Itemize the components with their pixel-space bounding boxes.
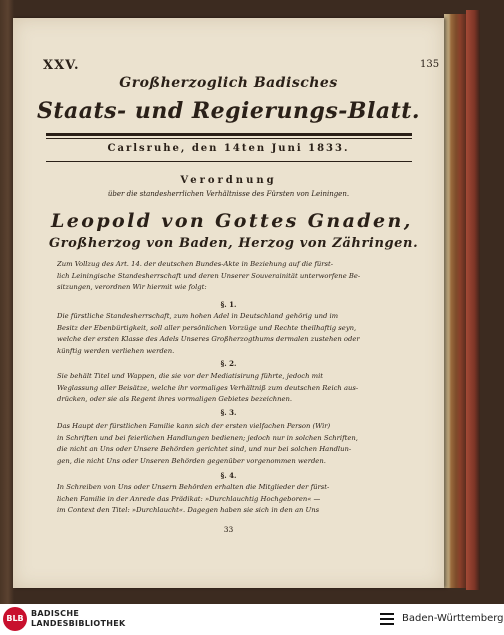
blb-logo-icon: BLB xyxy=(3,607,27,631)
text-line: Sie behält Titel und Wappen, die sie vor der Mediatisirung führte, jedoch mit xyxy=(57,372,323,380)
text-line: Das Haupt der fürstlichen Familie kann sich der ersten vielfachen Person (Wir) xyxy=(57,422,331,430)
publication-title-line1: Großherzoglich Badisches xyxy=(119,75,338,91)
text-line: Die fürstliche Standesherrschaft, zum hohen Adel in Deutschland gehörig und im xyxy=(57,312,339,320)
text-line: sitzungen, verordnen Wir hiermit wie folgt: xyxy=(57,283,207,292)
bw-name: Baden-Württemberg xyxy=(402,613,504,624)
text-line: künftig werden verliehen werden. xyxy=(57,346,175,355)
dateline-rule xyxy=(46,161,412,162)
section-label: §. 4. xyxy=(220,471,237,480)
document-page xyxy=(13,18,444,588)
title-rule-thick xyxy=(46,133,412,136)
ordinance-heading: Verordnung xyxy=(180,175,277,186)
issue-number: XXV. xyxy=(43,58,80,73)
section-paragraph xyxy=(57,371,401,406)
ordinance-subtitle: über die standesherrlichen Verhältnisse des Fürsten von Leiningen. xyxy=(107,190,350,198)
text-line: welche der ersten Klasse des Adels Unseres Großherzogthums dermalen zustehen oder xyxy=(57,335,360,344)
text-line: lich Leiningische Standesherrschaft und deren Unserer Souverainität unterworfene Be- xyxy=(57,271,361,280)
blb-name-line2: LANDESBIBLIOTHEK xyxy=(31,619,126,628)
signature-mark: 33 xyxy=(223,525,234,534)
blb-name xyxy=(31,609,126,629)
blb-name-line1: BADISCHE xyxy=(31,609,80,618)
text-line: im Context den Titel: »Durchlaucht«. Dagegen haben sie sich in den an Uns xyxy=(57,506,320,515)
text-line: Zum Vollzug des Art. 14. der deutschen Bundes-Akte in Beziehung auf die fürst- xyxy=(57,260,334,268)
lions-emblem-icon xyxy=(378,610,396,628)
preamble-paragraph xyxy=(57,259,401,294)
book-spine xyxy=(444,14,466,588)
text-line: gen, die nicht Uns oder Unseren Behörden gegenüber vorgenommen werden. xyxy=(57,456,326,465)
text-line: drücken, oder sie als Regent ihres vormaligen Gebietes bezeichnen. xyxy=(57,395,293,404)
footer-bar xyxy=(0,604,504,635)
text-line: Besitz der Ebenbürtigkeit, soll aller persönlichen Vorzüge und Rechte theilhaftig seyn, xyxy=(57,323,357,332)
section-label: §. 1. xyxy=(220,300,237,309)
text-line: die nicht an Uns oder Unsere Behörden gerichtet sind, und nur bei solchen Handlun- xyxy=(57,445,352,454)
sovereign-line2: Großherzog von Baden, Herzog von Zähringen. xyxy=(49,236,419,251)
section-label: §. 3. xyxy=(220,408,237,417)
section-paragraph xyxy=(57,482,401,517)
book-cover-edge xyxy=(466,10,480,590)
title-rule-thin xyxy=(46,138,412,139)
section-label: §. 2. xyxy=(220,359,237,368)
section-paragraph xyxy=(57,421,401,467)
text-line: In Schreiben von Uns oder Unsern Behörden erhalten die Mitglieder der fürst- xyxy=(57,483,330,491)
section-paragraph xyxy=(57,311,401,357)
text-line: lichen Familie in der Anrede das Prädikat: »Durchlauchtig Hochgeboren« — xyxy=(57,494,321,503)
text-line: Weglassung aller Beisätze, welche ihr vormaliges Verhältniß zum deutschen Reich aus- xyxy=(57,383,359,392)
dateline: Carlsruhe, den 14ten Juni 1833. xyxy=(107,143,350,154)
sovereign-line1: Leopold von Gottes Gnaden, xyxy=(51,210,413,232)
text-line: in Schriften und bei feierlichen Handlungen bedienen; jedoch nur in solchen Schriften, xyxy=(57,433,358,442)
page-number: 135 xyxy=(420,59,440,70)
publication-title-line2: Staats- und Regierungs-Blatt. xyxy=(36,98,421,124)
